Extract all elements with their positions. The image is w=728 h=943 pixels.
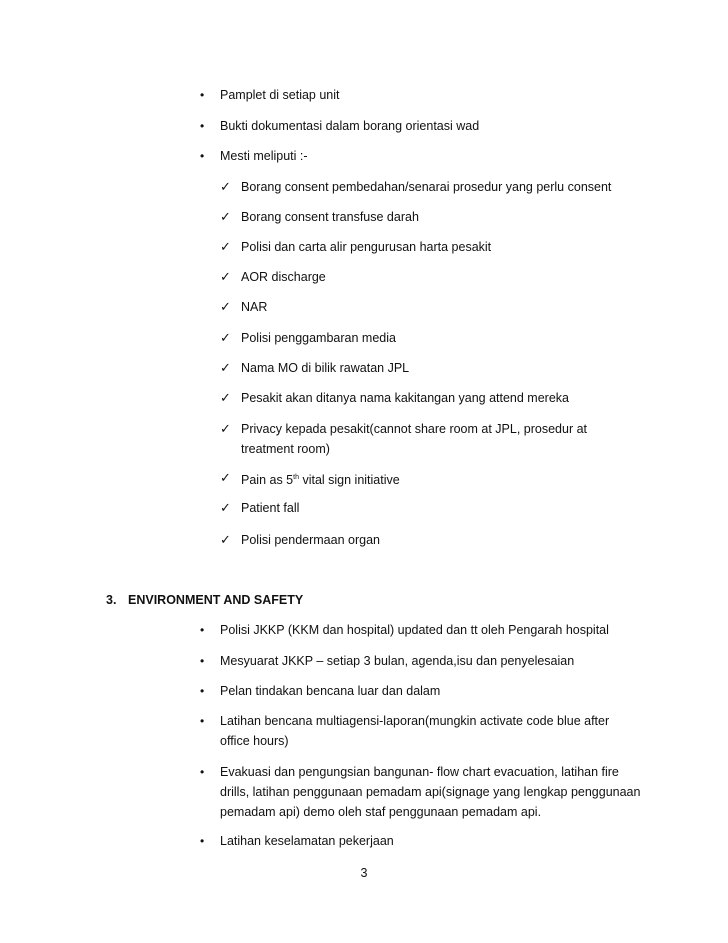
list-item-text: Mesti meliputi :- xyxy=(220,149,308,163)
bullet-icon: • xyxy=(200,834,205,848)
checkmark-icon: ✓ xyxy=(220,360,231,375)
checkmark-icon: ✓ xyxy=(220,179,231,194)
checklist-item-text: NAR xyxy=(241,300,268,314)
checkmark-icon: ✓ xyxy=(220,239,231,254)
checkmark-icon: ✓ xyxy=(220,500,231,515)
bullet-icon: • xyxy=(200,88,205,102)
checkmark-icon: ✓ xyxy=(220,421,231,436)
pain-superscript: th xyxy=(293,474,299,481)
bullet-icon: • xyxy=(200,765,205,779)
bullet-icon: • xyxy=(200,623,205,637)
list-item-text: Bukti dokumentasi dalam borang orientasi wad xyxy=(220,119,480,133)
bullet-icon: • xyxy=(200,684,205,698)
checklist-item-text: AOR discharge xyxy=(241,270,326,284)
list-item-text: Evakuasi dan pengungsian bangunan- flow chart evacuation, latihan fire drills, latihan penggunaan pemadam api(signage yang lengkap penggunaan pemadam api) demo oleh staf penggunaan pemadam api. xyxy=(220,765,641,819)
checkmark-icon: ✓ xyxy=(220,470,231,485)
list-item-text: Polisi JKKP (KKM dan hospital) updated dan tt oleh Pengarah hospital xyxy=(220,623,609,637)
list-item-text: Mesyuarat JKKP – setiap 3 bulan, agenda,isu dan penyelesaian xyxy=(220,654,575,668)
checklist-item-text: Polisi dan carta alir pengurusan harta pesakit xyxy=(241,240,492,254)
checklist-item-text: Polisi pendermaan organ xyxy=(241,533,380,547)
checkmark-icon: ✓ xyxy=(220,390,231,405)
bullet-icon: • xyxy=(200,119,205,133)
checklist-item-text: Patient fall xyxy=(241,501,300,515)
pain-text-rest: vital sign initiative xyxy=(298,473,400,487)
page-number: 3 xyxy=(360,866,368,880)
bullet-icon: • xyxy=(200,654,205,668)
list-item-text: Latihan bencana multiagensi-laporan(mungkin activate code blue after office hours) xyxy=(220,714,610,748)
list-item-text: Pamplet di setiap unit xyxy=(220,88,340,102)
checklist-item-text: Borang consent pembedahan/senarai prosedur yang perlu consent xyxy=(241,180,612,194)
checkmark-icon: ✓ xyxy=(220,330,231,345)
checkmark-icon: ✓ xyxy=(220,532,231,547)
checklist-item-text: Polisi penggambaran media xyxy=(241,331,396,345)
bullet-icon: • xyxy=(200,714,205,728)
section-title: ENVIRONMENT AND SAFETY xyxy=(128,593,304,607)
section-number: 3. xyxy=(106,593,117,607)
checklist-item-text: Privacy kepada pesakit(cannot share room at JPL, prosedur at treatment room) xyxy=(241,422,588,456)
bullet-icon: • xyxy=(200,149,205,163)
list-item-text: Pelan tindakan bencana luar dan dalam xyxy=(220,684,441,698)
checklist-item-text xyxy=(241,468,661,490)
checklist-item-text: Pesakit akan ditanya nama kakitangan yang attend mereka xyxy=(241,391,569,405)
checkmark-icon: ✓ xyxy=(220,209,231,224)
pain-text: Pain as 5 xyxy=(241,473,294,487)
checklist-item-text: Borang consent transfuse darah xyxy=(241,210,419,224)
list-item-text: Latihan keselamatan pekerjaan xyxy=(220,834,394,848)
checklist-item-text: Nama MO di bilik rawatan JPL xyxy=(241,361,410,375)
checkmark-icon: ✓ xyxy=(220,299,231,314)
checkmark-icon: ✓ xyxy=(220,269,231,284)
